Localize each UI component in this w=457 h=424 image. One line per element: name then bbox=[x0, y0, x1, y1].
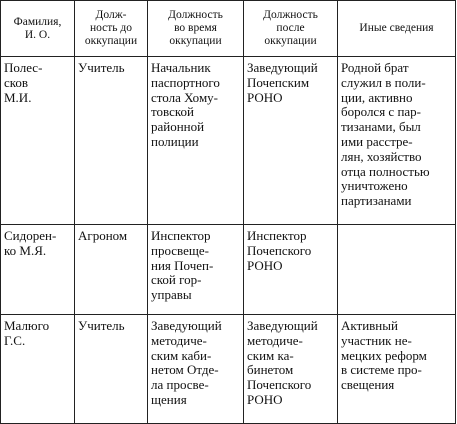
cell-other: Активный участник не- мецких реформ в системе про- свещения bbox=[338, 315, 456, 424]
cell-after: Заведующий Почепским РОНО bbox=[244, 57, 338, 225]
header-position-before: Долж- ность до оккупации bbox=[75, 1, 148, 57]
cell-after: Заведующий методиче- ским ка- бинетом Почепского РОНО bbox=[244, 315, 338, 424]
cell-other bbox=[338, 225, 456, 315]
cell-name: Малюго Г.С. bbox=[1, 315, 75, 424]
cell-during: Инспектор просвеще- ния Почеп- ской гор- управы bbox=[148, 225, 244, 315]
cell-before: Учитель bbox=[75, 315, 148, 424]
cell-name: Сидорен- ко М.Я. bbox=[1, 225, 75, 315]
header-name: Фамилия, И. О. bbox=[1, 1, 75, 57]
table-row bbox=[1, 57, 456, 225]
cell-during: Начальник паспортного стола Хому- товской районной полиции bbox=[148, 57, 244, 225]
header-position-during: Должность во время оккупации bbox=[148, 1, 244, 57]
cell-name: Полес- сков М.И. bbox=[1, 57, 75, 225]
cell-before: Агроном bbox=[75, 225, 148, 315]
header-other-info: Иные сведения bbox=[338, 1, 456, 57]
table-row bbox=[1, 225, 456, 315]
table-row bbox=[1, 315, 456, 424]
header-position-after: Должность после оккупации bbox=[244, 1, 338, 57]
cell-during: Заведующий методиче- ским каби- нетом Отде- ла просве- щения bbox=[148, 315, 244, 424]
cell-other: Родной брат служил в поли- ции, активно боролся с пар- тизанами, был ими расстре- лян, хозяйство отца полностью уничтожено партизанами bbox=[338, 57, 456, 225]
cell-after: Инспектор Почепского РОНО bbox=[244, 225, 338, 315]
cell-before: Учитель bbox=[75, 57, 148, 225]
table-header-row bbox=[1, 1, 456, 57]
